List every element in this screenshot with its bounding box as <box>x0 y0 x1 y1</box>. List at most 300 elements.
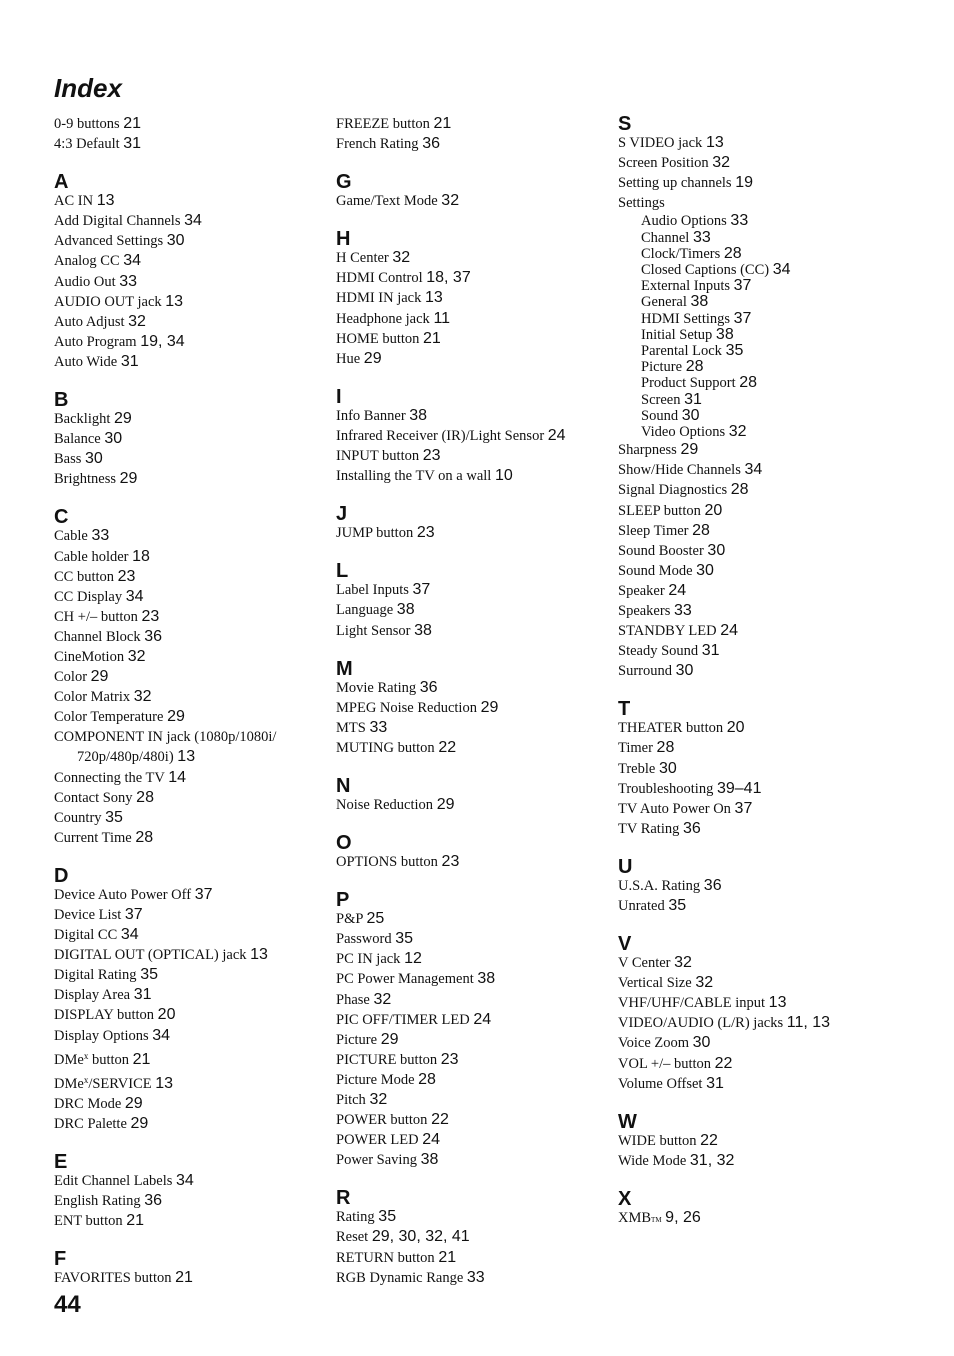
entry-term: DIGITAL OUT (OPTICAL) jack <box>54 947 247 964</box>
page-number: 44 <box>54 1291 81 1318</box>
entry-term: ENT button <box>54 1213 123 1230</box>
index-section <box>618 114 888 681</box>
entry-pages: 33 <box>369 718 388 736</box>
index-entry <box>336 1268 606 1288</box>
entry-term: THEATER button <box>618 720 724 737</box>
entry-pages: 13 <box>425 289 443 307</box>
index-entry <box>618 738 888 758</box>
index-entry <box>336 1150 606 1170</box>
index-entry <box>54 1094 324 1114</box>
entry-term: MUTING button <box>336 739 435 756</box>
index-section <box>336 890 606 1170</box>
entry-term: Password <box>336 931 392 948</box>
entry-pages: 28 <box>692 521 710 539</box>
entry-pages: 32 <box>369 1091 388 1108</box>
entry-term: Noise Reduction <box>336 796 434 813</box>
index-section <box>618 934 888 1094</box>
section-letter: N <box>336 774 351 797</box>
index-entry <box>54 312 324 332</box>
index-entry <box>336 1090 606 1110</box>
index-entry <box>336 1207 606 1227</box>
index-entry <box>618 718 888 738</box>
index-entry <box>336 1030 606 1050</box>
entry-term: HDMI Settings <box>641 310 731 327</box>
entry-pages: 35 <box>668 897 687 914</box>
entry-pages: 37 <box>734 799 753 817</box>
entry-pages: 30 <box>166 232 185 250</box>
entry-term: Product Support <box>641 375 736 392</box>
entry-term: Pitch <box>336 1092 366 1108</box>
entry-pages: 11 <box>433 309 451 327</box>
entry-pages: 31, 32 <box>689 1151 735 1169</box>
index-subentry <box>618 311 888 327</box>
entry-pages: 30 <box>696 561 714 579</box>
entry-pages: 30 <box>707 541 726 559</box>
entry-term: Rating <box>336 1209 375 1226</box>
index-subentry <box>618 213 888 229</box>
index-entry <box>54 231 324 251</box>
index-entry <box>618 153 888 173</box>
entry-term: VHF/UHF/CABLE input <box>618 995 766 1012</box>
index-entry <box>618 1054 888 1074</box>
entry-term: Label Inputs <box>336 582 409 599</box>
index-entry <box>336 929 606 949</box>
entry-term: PICTURE button <box>336 1051 438 1068</box>
entry-term: H Center <box>336 250 389 267</box>
entry-term: Picture Mode <box>336 1071 415 1088</box>
index-entry <box>618 501 888 521</box>
index-entry <box>336 406 606 426</box>
index-entry <box>618 460 888 480</box>
index-entry <box>54 768 324 788</box>
entry-term: Analog CC <box>54 253 120 270</box>
entry-term: V Center <box>618 955 671 972</box>
index-entry <box>336 738 606 758</box>
entry-term: FREEZE button <box>336 116 430 132</box>
entry-term: Picture <box>336 1031 378 1048</box>
entry-pages: 34 <box>744 461 763 479</box>
index-subentry <box>618 246 888 262</box>
entry-pages: 29 <box>124 1094 143 1112</box>
entry-pages: 19 <box>735 174 753 192</box>
index-entry <box>618 993 888 1013</box>
entry-pages: 35 <box>105 808 123 826</box>
entry-term: Channel <box>641 229 690 246</box>
index-entry <box>54 788 324 808</box>
entry-pages: 29 <box>380 1030 399 1048</box>
entry-pages: 38 <box>409 406 428 424</box>
entry-pages: 13 <box>165 292 184 310</box>
index-entry <box>54 667 324 687</box>
entry-term: Bass <box>54 451 82 468</box>
entry-term: Surround <box>618 663 672 680</box>
entry-term: Cable <box>54 528 88 545</box>
entry-pages: 35 <box>378 1208 397 1226</box>
index-entry <box>336 621 606 641</box>
entry-pages: 31 <box>701 642 720 660</box>
index-section <box>336 504 606 543</box>
entry-term: HDMI Control <box>336 270 423 287</box>
index-subentry <box>618 327 888 343</box>
index-entry <box>54 526 324 546</box>
entry-pages: 31 <box>123 135 142 153</box>
entry-pages: 11, 13 <box>786 1014 831 1032</box>
index-entry <box>336 288 606 308</box>
entry-pages: 36 <box>682 819 701 837</box>
index-entry <box>618 819 888 839</box>
entry-term: TV Rating <box>618 820 680 837</box>
index-entry <box>336 134 606 154</box>
entry-term: Volume Offset <box>618 1075 703 1092</box>
entry-term: OPTIONS button <box>336 854 438 871</box>
index-entry <box>54 607 324 627</box>
entry-pages: 38 <box>690 293 709 311</box>
index-subentry <box>618 294 888 310</box>
entry-term: Sleep Timer <box>618 522 689 539</box>
entry-term: HDMI IN jack <box>336 290 422 307</box>
entry-pages: 32 <box>128 312 146 330</box>
entry-pages: 35 <box>395 930 414 948</box>
entry-term: Power Saving <box>336 1152 417 1169</box>
index-entry <box>54 332 324 352</box>
entry-pages: 28 <box>656 739 675 757</box>
section-letter: V <box>618 933 632 956</box>
entry-pages: 31 <box>706 1074 724 1092</box>
entry-pages: 31 <box>133 986 152 1004</box>
index-section <box>54 866 324 1134</box>
section-letter: G <box>336 171 352 194</box>
entry-term: COMPONENT IN jack (1080p/1080i/ 720p/480p/480i) <box>54 729 277 766</box>
index-entry <box>54 211 324 231</box>
entry-pages: 28 <box>730 481 749 499</box>
entry-pages: 28 <box>685 358 704 376</box>
entry-pages: 22 <box>431 1111 449 1129</box>
entry-pages: 33 <box>119 272 138 290</box>
index-section <box>618 857 888 916</box>
entry-pages: 38 <box>420 1151 439 1169</box>
index-entry <box>54 828 324 848</box>
index-section <box>618 1112 888 1171</box>
index-entry <box>618 173 888 193</box>
index-entry <box>336 718 606 738</box>
entry-pages: 21 <box>132 1050 151 1068</box>
entry-term: Backlight <box>54 411 111 428</box>
entry-term: Installing the TV on a wall <box>336 468 492 485</box>
section-letter: W <box>618 1110 637 1133</box>
entry-pages: 23 <box>441 853 460 871</box>
entry-pages: 23 <box>141 607 160 625</box>
entry-pages: 30 <box>675 662 694 680</box>
entry-term: HOME button <box>336 330 420 347</box>
entry-superscript: x <box>83 1050 89 1061</box>
entry-pages: 35 <box>725 342 744 359</box>
section-letter: B <box>54 389 69 412</box>
entry-pages: 28 <box>723 244 742 262</box>
entry-pages: 21 <box>123 115 142 132</box>
entry-term: Wide Mode <box>618 1152 687 1169</box>
index-entry <box>54 1046 324 1070</box>
entry-term: Display Options <box>54 1027 149 1044</box>
entry-pages: 13 <box>96 192 115 210</box>
entry-pages: 28 <box>739 374 758 392</box>
index-entry <box>54 808 324 828</box>
entry-term: 4:3 Default <box>54 136 120 153</box>
entry-pages: 13 <box>250 946 268 964</box>
entry-term: Color <box>54 669 88 686</box>
entry-term: Game/Text Mode <box>336 193 438 210</box>
entry-term: Reset <box>336 1229 369 1246</box>
entry-pages: 20 <box>704 501 723 519</box>
index-subentry <box>618 424 888 440</box>
entry-term: Setting up channels <box>618 175 732 192</box>
index-entry <box>336 349 606 369</box>
index-section <box>618 699 888 839</box>
entry-pages: 34 <box>152 1026 171 1044</box>
entry-pages: 30 <box>692 1034 711 1052</box>
entry-term: Vertical Size <box>618 975 692 992</box>
index-entry <box>618 1013 888 1033</box>
index-entry <box>54 1191 324 1211</box>
index-entry <box>618 876 888 896</box>
index-entry <box>54 687 324 707</box>
entry-term: RGB Dynamic Range <box>336 1269 464 1286</box>
index-entry <box>54 191 324 211</box>
entry-term: Device List <box>54 907 122 923</box>
entry-term: Country <box>54 809 102 826</box>
entry-pages: 39–41 <box>716 779 762 797</box>
entry-term: Steady Sound <box>618 643 699 660</box>
entry-pages: 37 <box>124 906 143 923</box>
entry-superscript: x <box>83 1074 89 1085</box>
entry-term: TV Auto Power On <box>618 800 731 817</box>
entry-pages: 34 <box>125 587 144 605</box>
entry-pages: 28 <box>135 828 154 846</box>
index-entry <box>54 251 324 271</box>
index-entry <box>54 1171 324 1191</box>
index-subentry <box>618 359 888 375</box>
index-entry <box>54 985 324 1005</box>
entry-term: P&P <box>336 911 363 928</box>
entry-term: Settings <box>618 195 665 212</box>
entry-term: Troubleshooting <box>618 780 714 797</box>
entry-pages: 23 <box>117 567 136 585</box>
entry-pages: 33 <box>692 228 711 246</box>
index-entry <box>618 799 888 819</box>
entry-pages: 30 <box>104 430 123 448</box>
entry-pages: 29 <box>167 708 185 726</box>
index-subentry <box>618 408 888 424</box>
entry-pages: 30 <box>658 759 677 777</box>
index-entry <box>54 1070 324 1094</box>
entry-term: Initial Setup <box>641 326 713 343</box>
index-section <box>54 1152 324 1231</box>
index-entry <box>336 248 606 268</box>
index-entry <box>54 945 324 965</box>
index-entry <box>618 779 888 799</box>
entry-term: POWER LED <box>336 1132 419 1149</box>
index-entry <box>618 621 888 641</box>
index-entry <box>336 698 606 718</box>
entry-pages: 31 <box>684 390 702 408</box>
entry-pages: 20 <box>726 719 745 737</box>
index-entry <box>618 641 888 661</box>
entry-term: Sound Booster <box>618 542 704 559</box>
entry-pages: 34 <box>772 260 791 278</box>
index-entry <box>54 885 324 905</box>
entry-term: Show/Hide Channels <box>618 462 741 479</box>
entry-term: Timer <box>618 740 653 757</box>
index-entry <box>336 1130 606 1150</box>
index-entry <box>336 309 606 329</box>
trademark-mark: TM <box>651 1215 662 1224</box>
entry-pages: 28 <box>136 788 154 806</box>
entry-term: CC Display <box>54 588 123 605</box>
index-entry <box>54 727 324 767</box>
entry-pages: 19, 34 <box>140 332 185 350</box>
index-section <box>54 1249 324 1288</box>
entry-pages: 33 <box>673 601 692 619</box>
index-entry <box>618 133 888 153</box>
section-letter: M <box>336 657 353 680</box>
index-entry <box>618 953 888 973</box>
index-entry <box>336 1110 606 1130</box>
section-letter: S <box>618 113 632 135</box>
entry-pages: 29 <box>114 410 132 428</box>
index-section <box>54 390 324 489</box>
entry-term: MTS <box>336 719 366 736</box>
entry-term: VIDEO/AUDIO (L/R) jacks <box>618 1015 784 1032</box>
index-entry <box>54 587 324 607</box>
entry-pages: 38 <box>396 601 415 619</box>
index-entry <box>54 647 324 667</box>
entry-pages: 36 <box>422 135 440 153</box>
entry-term: Auto Wide <box>54 353 118 370</box>
index-entry <box>618 1131 888 1151</box>
entry-pages: 12 <box>404 950 422 968</box>
entry-pages: 37 <box>733 277 752 295</box>
index-entry <box>336 426 606 446</box>
entry-pages: 29 <box>436 795 455 813</box>
entry-pages: 24 <box>473 1010 492 1028</box>
index-entry <box>336 1010 606 1030</box>
entry-term: Digital CC <box>54 927 118 944</box>
entry-term: Current Time <box>54 829 132 846</box>
entry-term: Parental Lock <box>641 343 722 359</box>
entry-term: INPUT button <box>336 448 420 465</box>
entry-pages: 24 <box>668 581 687 599</box>
index-entry <box>54 1211 324 1231</box>
index-entry <box>618 521 888 541</box>
index-subentry <box>618 392 888 408</box>
index-section <box>336 172 606 211</box>
index-entry <box>336 1227 606 1247</box>
entry-pages: 10 <box>494 467 513 485</box>
entry-pages: 21 <box>126 1212 145 1230</box>
entry-term: Unrated <box>618 898 665 914</box>
entry-term: Language <box>336 602 394 619</box>
index-section <box>336 229 606 369</box>
index-entry <box>618 896 888 916</box>
section-letter: X <box>618 1187 632 1210</box>
index-entry <box>54 114 324 134</box>
entry-term: French Rating <box>336 136 419 153</box>
index-column-1 <box>54 114 324 1306</box>
section-letter: U <box>618 855 633 878</box>
entry-term: Display Area <box>54 987 131 1004</box>
index-section <box>336 1188 606 1287</box>
entry-term: Sharpness <box>618 442 677 459</box>
entry-pages: 33 <box>466 1268 485 1286</box>
entry-term: Device Auto Power Off <box>54 886 192 903</box>
entry-term: FAVORITES button <box>54 1270 172 1287</box>
entry-pages: 18 <box>132 547 150 565</box>
index-section <box>336 561 606 640</box>
entry-pages: 24 <box>547 426 566 444</box>
entry-term: Picture <box>641 359 683 376</box>
index-column-2 <box>336 114 606 1306</box>
entry-term: SLEEP button <box>618 502 701 519</box>
index-entry <box>336 466 606 486</box>
entry-term: Brightness <box>54 471 117 488</box>
entry-term: Sound <box>641 407 679 424</box>
section-letter: T <box>618 698 631 721</box>
entry-term: Hue <box>336 350 361 367</box>
entry-term: MPEG Noise Reduction <box>336 699 477 716</box>
entry-term: Speaker <box>618 582 665 599</box>
index-entry <box>618 561 888 581</box>
entry-term: Audio Options <box>641 213 727 230</box>
entry-pages: 33 <box>91 527 110 545</box>
section-letter: A <box>54 171 69 194</box>
index-section <box>336 833 606 872</box>
entry-pages: 9, 26 <box>665 1208 701 1226</box>
index-entry <box>618 581 888 601</box>
index-entry <box>54 567 324 587</box>
entry-term: STANDBY LED <box>618 623 717 640</box>
index-entry <box>54 1114 324 1134</box>
index-section <box>336 114 606 154</box>
entry-term: CC button <box>54 568 115 585</box>
index-entry <box>54 707 324 727</box>
index-entry <box>618 541 888 561</box>
entry-pages: 38 <box>477 970 496 988</box>
entry-term: U.S.A. Rating <box>618 877 701 894</box>
entry-pages: 32 <box>728 423 747 441</box>
entry-pages: 21 <box>175 1269 193 1287</box>
entry-term: Signal Diagnostics <box>618 482 728 499</box>
entry-term: XMB <box>618 1209 652 1226</box>
entry-pages: 32 <box>127 647 146 665</box>
index-entry <box>54 1268 324 1288</box>
entry-term: Movie Rating <box>336 679 417 696</box>
section-letter: O <box>336 832 352 855</box>
entry-term: Advanced Settings <box>54 233 164 250</box>
entry-pages: 29 <box>363 349 382 367</box>
entry-term: Speakers <box>618 602 671 619</box>
entry-pages: 21 <box>438 1248 457 1266</box>
entry-pages: 32 <box>695 974 714 992</box>
index-entry <box>336 678 606 698</box>
entry-pages: 37 <box>194 885 213 903</box>
section-letter: P <box>336 889 350 912</box>
entry-pages: 29 <box>90 668 109 686</box>
entry-term: Screen Position <box>618 155 709 172</box>
index-entry <box>336 795 606 815</box>
entry-term: General <box>641 294 687 311</box>
entry-term: AUDIO OUT jack <box>54 293 162 310</box>
entry-term: Infrared Receiver (IR)/Light Sensor <box>336 427 545 444</box>
entry-term-rest: /SERVICE <box>88 1075 152 1092</box>
